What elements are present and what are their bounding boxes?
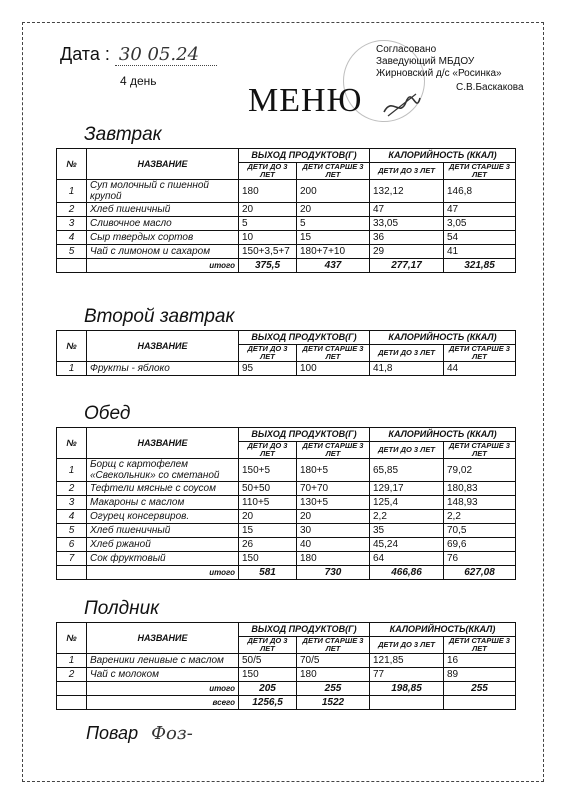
total-label: итого bbox=[87, 259, 239, 273]
dish-name: Вареники ленивые с маслом bbox=[87, 654, 239, 668]
cell: 47 bbox=[370, 203, 444, 217]
cell: 45,24 bbox=[370, 538, 444, 552]
cell: 26 bbox=[239, 538, 297, 552]
cell: 125,4 bbox=[370, 496, 444, 510]
cell: 89 bbox=[444, 668, 516, 682]
date-value: 30 05.24 bbox=[115, 44, 217, 66]
row-num: 6 bbox=[57, 538, 87, 552]
cell: 35 bbox=[370, 524, 444, 538]
approval-name: С.В.Баскакова bbox=[456, 82, 524, 93]
row-num: 4 bbox=[57, 510, 87, 524]
cell: 79,02 bbox=[444, 459, 516, 482]
total-cell: 627,08 bbox=[444, 566, 516, 580]
row-num: 2 bbox=[57, 203, 87, 217]
cell: 180 bbox=[297, 668, 370, 682]
director-signature bbox=[382, 92, 422, 120]
total-row bbox=[57, 682, 516, 696]
cell: 200 bbox=[297, 180, 370, 203]
cell: 33,05 bbox=[370, 217, 444, 231]
table-row bbox=[57, 217, 516, 231]
total-row bbox=[57, 566, 516, 580]
menu-title: МЕНЮ bbox=[248, 82, 363, 119]
row-num: 3 bbox=[57, 496, 87, 510]
dish-name: Огурец консервиров. bbox=[87, 510, 239, 524]
dish-name: Хлеб пшеничный bbox=[87, 524, 239, 538]
cell: 20 bbox=[297, 203, 370, 217]
total-label: итого bbox=[87, 682, 239, 696]
cell: 65,85 bbox=[370, 459, 444, 482]
col-output: ВЫХОД ПРОДУКТОВ(Г) bbox=[239, 149, 370, 163]
cell: 180,83 bbox=[444, 482, 516, 496]
dish-name: Чай с молоком bbox=[87, 668, 239, 682]
table-row bbox=[57, 654, 516, 668]
col-under3: ДЕТИ ДО 3 ЛЕТ bbox=[370, 163, 444, 180]
row-num: 7 bbox=[57, 552, 87, 566]
col-num: № bbox=[57, 428, 87, 459]
dish-name: Чай с лимоном и сахаром bbox=[87, 245, 239, 259]
cell: 40 bbox=[297, 538, 370, 552]
grand-total-cell: 1522 bbox=[297, 696, 370, 710]
dish-name: Фрукты - яблоко bbox=[87, 362, 239, 376]
cell: 41 bbox=[444, 245, 516, 259]
table-row bbox=[57, 231, 516, 245]
total-cell: 437 bbox=[297, 259, 370, 273]
cell: 5 bbox=[239, 217, 297, 231]
col-over3: ДЕТИ СТАРШЕ 3 ЛЕТ bbox=[444, 163, 516, 180]
total-row bbox=[57, 259, 516, 273]
cell: 30 bbox=[297, 524, 370, 538]
cell: 41,8 bbox=[370, 362, 444, 376]
approval-line: Заведующий МБДОУ bbox=[376, 56, 475, 67]
table-row bbox=[57, 459, 516, 482]
table-row bbox=[57, 482, 516, 496]
col-over3: ДЕТИ СТАРШЕ 3 ЛЕТ bbox=[297, 163, 370, 180]
total-cell: 581 bbox=[239, 566, 297, 580]
cell: 64 bbox=[370, 552, 444, 566]
cell: 121,85 bbox=[370, 654, 444, 668]
cell: 20 bbox=[297, 510, 370, 524]
table-row bbox=[57, 180, 516, 203]
date-label: Дата : bbox=[60, 44, 110, 64]
col-output: ВЫХОД ПРОДУКТОВ(Г) bbox=[239, 331, 370, 345]
cell: 148,93 bbox=[444, 496, 516, 510]
col-name: НАЗВАНИЕ bbox=[87, 623, 239, 654]
cell: 100 bbox=[297, 362, 370, 376]
dish-name: Борщ с картофелем «Свекольник» со сметаной bbox=[87, 459, 239, 482]
row-num: 2 bbox=[57, 668, 87, 682]
cell: 110+5 bbox=[239, 496, 297, 510]
row-num: 1 bbox=[57, 362, 87, 376]
cell: 70/5 bbox=[297, 654, 370, 668]
col-over3: ДЕТИ СТАРШЕ 3 ЛЕТ bbox=[444, 637, 516, 654]
cell: 132,12 bbox=[370, 180, 444, 203]
snack-table bbox=[56, 622, 516, 710]
total-cell: 277,17 bbox=[370, 259, 444, 273]
table-row bbox=[57, 362, 516, 376]
col-calories: КАЛОРИЙНОСТЬ (ККАЛ) bbox=[370, 331, 516, 345]
cell: 70,5 bbox=[444, 524, 516, 538]
cell: 2,2 bbox=[370, 510, 444, 524]
cell: 129,17 bbox=[370, 482, 444, 496]
approval-block bbox=[376, 44, 524, 93]
col-calories: КАЛОРИЙНОСТЬ (ККАЛ) bbox=[370, 428, 516, 442]
col-under3: ДЕТИ ДО 3 ЛЕТ bbox=[370, 442, 444, 459]
grand-total-row bbox=[57, 696, 516, 710]
cell: 180 bbox=[239, 180, 297, 203]
table-row bbox=[57, 203, 516, 217]
cell: 76 bbox=[444, 552, 516, 566]
cell: 180 bbox=[297, 552, 370, 566]
dish-name: Хлеб пшеничный bbox=[87, 203, 239, 217]
breakfast-table bbox=[56, 148, 516, 273]
row-num: 1 bbox=[57, 459, 87, 482]
cell: 50+50 bbox=[239, 482, 297, 496]
table-row bbox=[57, 245, 516, 259]
col-over3: ДЕТИ СТАРШЕ 3 ЛЕТ bbox=[297, 637, 370, 654]
section-title-snack: Полдник bbox=[84, 598, 160, 619]
cell: 15 bbox=[297, 231, 370, 245]
col-under3: ДЕТИ ДО 3 ЛЕТ bbox=[370, 637, 444, 654]
total-cell: 466,86 bbox=[370, 566, 444, 580]
total-cell: 255 bbox=[297, 682, 370, 696]
second-breakfast-table bbox=[56, 330, 516, 376]
cell: 2,2 bbox=[444, 510, 516, 524]
col-name: НАЗВАНИЕ bbox=[87, 149, 239, 180]
dish-name: Сливочное масло bbox=[87, 217, 239, 231]
section-title-lunch: Обед bbox=[84, 403, 131, 424]
cell: 130+5 bbox=[297, 496, 370, 510]
row-num: 4 bbox=[57, 231, 87, 245]
col-under3: ДЕТИ ДО 3 ЛЕТ bbox=[239, 345, 297, 362]
cell: 77 bbox=[370, 668, 444, 682]
dish-name: Суп молочный с пшенной крупой bbox=[87, 180, 239, 203]
cook-signature: Фоз- bbox=[151, 723, 193, 744]
col-over3: ДЕТИ СТАРШЕ 3 ЛЕТ bbox=[444, 442, 516, 459]
cell: 29 bbox=[370, 245, 444, 259]
dish-name: Хлеб ржаной bbox=[87, 538, 239, 552]
cell: 5 bbox=[297, 217, 370, 231]
col-under3: ДЕТИ ДО 3 ЛЕТ bbox=[239, 163, 297, 180]
section-title-breakfast: Завтрак bbox=[84, 124, 162, 145]
col-under3: ДЕТИ ДО 3 ЛЕТ bbox=[370, 345, 444, 362]
dish-name: Сыр твердых сортов bbox=[87, 231, 239, 245]
col-over3: ДЕТИ СТАРШЕ 3 ЛЕТ bbox=[297, 345, 370, 362]
cook-label: Повар bbox=[86, 723, 139, 743]
cell: 70+70 bbox=[297, 482, 370, 496]
cell: 3,05 bbox=[444, 217, 516, 231]
row-num: 1 bbox=[57, 654, 87, 668]
col-under3: ДЕТИ ДО 3 ЛЕТ bbox=[239, 637, 297, 654]
col-over3: ДЕТИ СТАРШЕ 3 ЛЕТ bbox=[297, 442, 370, 459]
total-label: итого bbox=[87, 566, 239, 580]
col-name: НАЗВАНИЕ bbox=[87, 428, 239, 459]
dish-name: Тефтели мясные с соусом bbox=[87, 482, 239, 496]
cell: 44 bbox=[444, 362, 516, 376]
cell: 54 bbox=[444, 231, 516, 245]
approval-line: Жирновский д/с «Росинка» bbox=[376, 68, 502, 79]
row-num: 3 bbox=[57, 217, 87, 231]
total-cell: 375,5 bbox=[239, 259, 297, 273]
row-num: 1 bbox=[57, 180, 87, 203]
table-row bbox=[57, 524, 516, 538]
col-calories: КАЛОРИЙНОСТЬ (ККАЛ) bbox=[370, 149, 516, 163]
cell: 69,6 bbox=[444, 538, 516, 552]
cell: 95 bbox=[239, 362, 297, 376]
lunch-table bbox=[56, 427, 516, 580]
cell: 36 bbox=[370, 231, 444, 245]
total-cell: 730 bbox=[297, 566, 370, 580]
total-cell: 321,85 bbox=[444, 259, 516, 273]
cell: 15 bbox=[239, 524, 297, 538]
total-cell: 198,85 bbox=[370, 682, 444, 696]
table-row bbox=[57, 668, 516, 682]
col-under3: ДЕТИ ДО 3 ЛЕТ bbox=[239, 442, 297, 459]
table-row bbox=[57, 552, 516, 566]
cook-signature-line bbox=[86, 723, 193, 744]
approval-line: Согласовано bbox=[376, 44, 437, 55]
cell: 146,8 bbox=[444, 180, 516, 203]
cell: 20 bbox=[239, 203, 297, 217]
col-num: № bbox=[57, 149, 87, 180]
cell: 150+3,5+7 bbox=[239, 245, 297, 259]
total-cell: 205 bbox=[239, 682, 297, 696]
col-num: № bbox=[57, 623, 87, 654]
row-num: 2 bbox=[57, 482, 87, 496]
cell: 150 bbox=[239, 552, 297, 566]
dish-name: Сок фруктовый bbox=[87, 552, 239, 566]
date-row bbox=[60, 44, 217, 65]
table-row bbox=[57, 496, 516, 510]
cell: 47 bbox=[444, 203, 516, 217]
cell: 16 bbox=[444, 654, 516, 668]
cell: 50/5 bbox=[239, 654, 297, 668]
day-label: 4 день bbox=[120, 74, 157, 88]
col-calories: КАЛОРИЙНОСТЬ(ККАЛ) bbox=[370, 623, 516, 637]
cell: 10 bbox=[239, 231, 297, 245]
grand-total-cell: 1256,5 bbox=[239, 696, 297, 710]
table-row bbox=[57, 538, 516, 552]
cell: 180+5 bbox=[297, 459, 370, 482]
cell: 180+7+10 bbox=[297, 245, 370, 259]
col-name: НАЗВАНИЕ bbox=[87, 331, 239, 362]
dish-name: Макароны с маслом bbox=[87, 496, 239, 510]
row-num: 5 bbox=[57, 245, 87, 259]
cell: 150 bbox=[239, 668, 297, 682]
cell: 20 bbox=[239, 510, 297, 524]
row-num: 5 bbox=[57, 524, 87, 538]
col-output: ВЫХОД ПРОДУКТОВ(Г) bbox=[239, 428, 370, 442]
section-title-second-breakfast: Второй завтрак bbox=[84, 306, 235, 327]
grand-total-label: всего bbox=[87, 696, 239, 710]
total-cell: 255 bbox=[444, 682, 516, 696]
col-num: № bbox=[57, 331, 87, 362]
col-output: ВЫХОД ПРОДУКТОВ(Г) bbox=[239, 623, 370, 637]
col-over3: ДЕТИ СТАРШЕ 3 ЛЕТ bbox=[444, 345, 516, 362]
cell: 150+5 bbox=[239, 459, 297, 482]
table-row bbox=[57, 510, 516, 524]
